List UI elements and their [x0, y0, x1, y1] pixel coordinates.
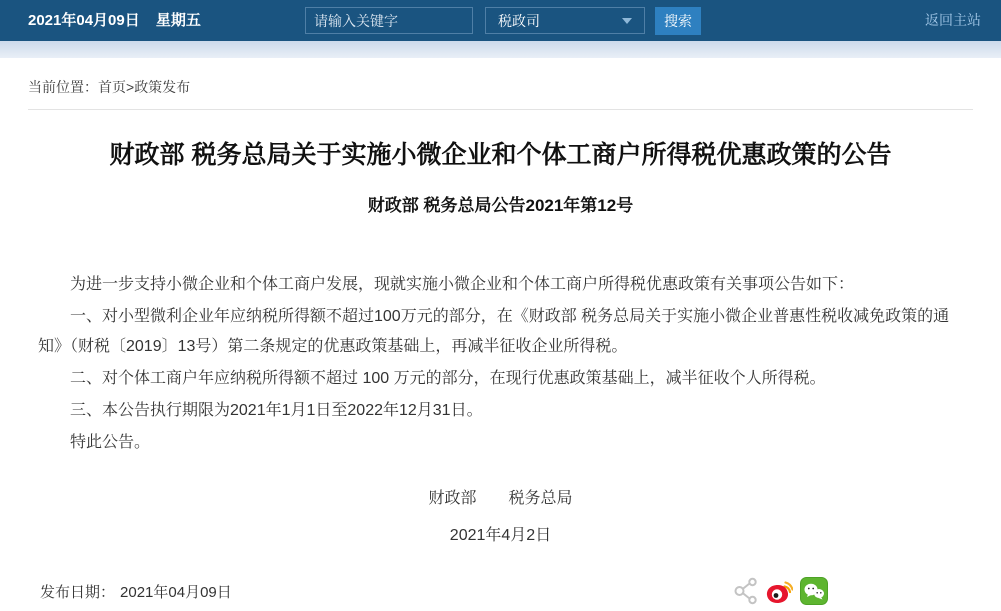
breadcrumb-label: 当前位置：	[28, 79, 98, 95]
breadcrumb-current-link[interactable]: 政策发布	[134, 79, 191, 95]
content-area	[0, 77, 1001, 611]
article-footer	[0, 571, 1001, 611]
wechat-icon[interactable]	[800, 577, 828, 605]
breadcrumb-home-link[interactable]: 首页	[98, 79, 126, 95]
publish-date-label: 发布日期：	[40, 583, 116, 601]
article-body	[0, 270, 1001, 458]
breadcrumb-divider	[28, 109, 973, 110]
share-icons-group	[734, 576, 828, 606]
signature-date: 2021年4月2日	[449, 527, 552, 545]
department-select[interactable]	[485, 7, 645, 34]
paragraph-item-3: 三、本公告执行期限为2021年1月1日至2022年12月31日。	[70, 402, 483, 420]
publish-date-value: 2021年04月09日	[120, 583, 232, 601]
header-date	[28, 0, 201, 41]
top-header-bar	[0, 0, 1001, 41]
header-weekday-text: 星期五	[155, 12, 201, 29]
search-input[interactable]	[305, 7, 473, 34]
paragraph-closing: 特此公告。	[70, 434, 151, 452]
chevron-down-icon	[622, 18, 632, 24]
breadcrumb	[28, 77, 973, 97]
paragraph-item-2: 二、对个体工商户年应纳税所得额不超过 100 万元的部分，在现行优惠政策基础上，减半征收个人所得税。	[70, 370, 826, 388]
department-select-value: 税政司	[498, 12, 540, 29]
signature-agencies: 财政部 税务总局	[428, 490, 573, 508]
search-button[interactable]: 搜索	[655, 7, 701, 35]
signature-block	[0, 484, 1001, 551]
article-title: 财政部 税务总局关于实施小微企业和个体工商户所得税优惠政策的公告	[109, 141, 892, 169]
breadcrumb-separator: >	[126, 79, 135, 95]
publish-date-row	[40, 581, 232, 602]
paragraph-intro: 为进一步支持小微企业和个体工商户发展，现就实施小微企业和个体工商户所得税优惠政策有关事项公告如下：	[70, 276, 855, 294]
share-icon[interactable]	[734, 576, 758, 606]
return-home-link[interactable]: 返回主站	[925, 12, 981, 28]
paragraph-item-1: 一、对小型微利企业年应纳税所得额不超过100万元的部分，在《财政部 税务总局关于实施小微企业普惠性税收减免政策的通知》（财税〔2019〕13号）第二条规定的优惠政策基础上，再减半征收企业所得税。	[38, 308, 950, 356]
header-date-text: 2021年04月09日	[28, 12, 140, 29]
weibo-icon[interactable]	[765, 577, 793, 605]
document-number: 财政部 税务总局公告2021年第12号	[367, 196, 634, 216]
banner-strip	[0, 41, 1001, 58]
